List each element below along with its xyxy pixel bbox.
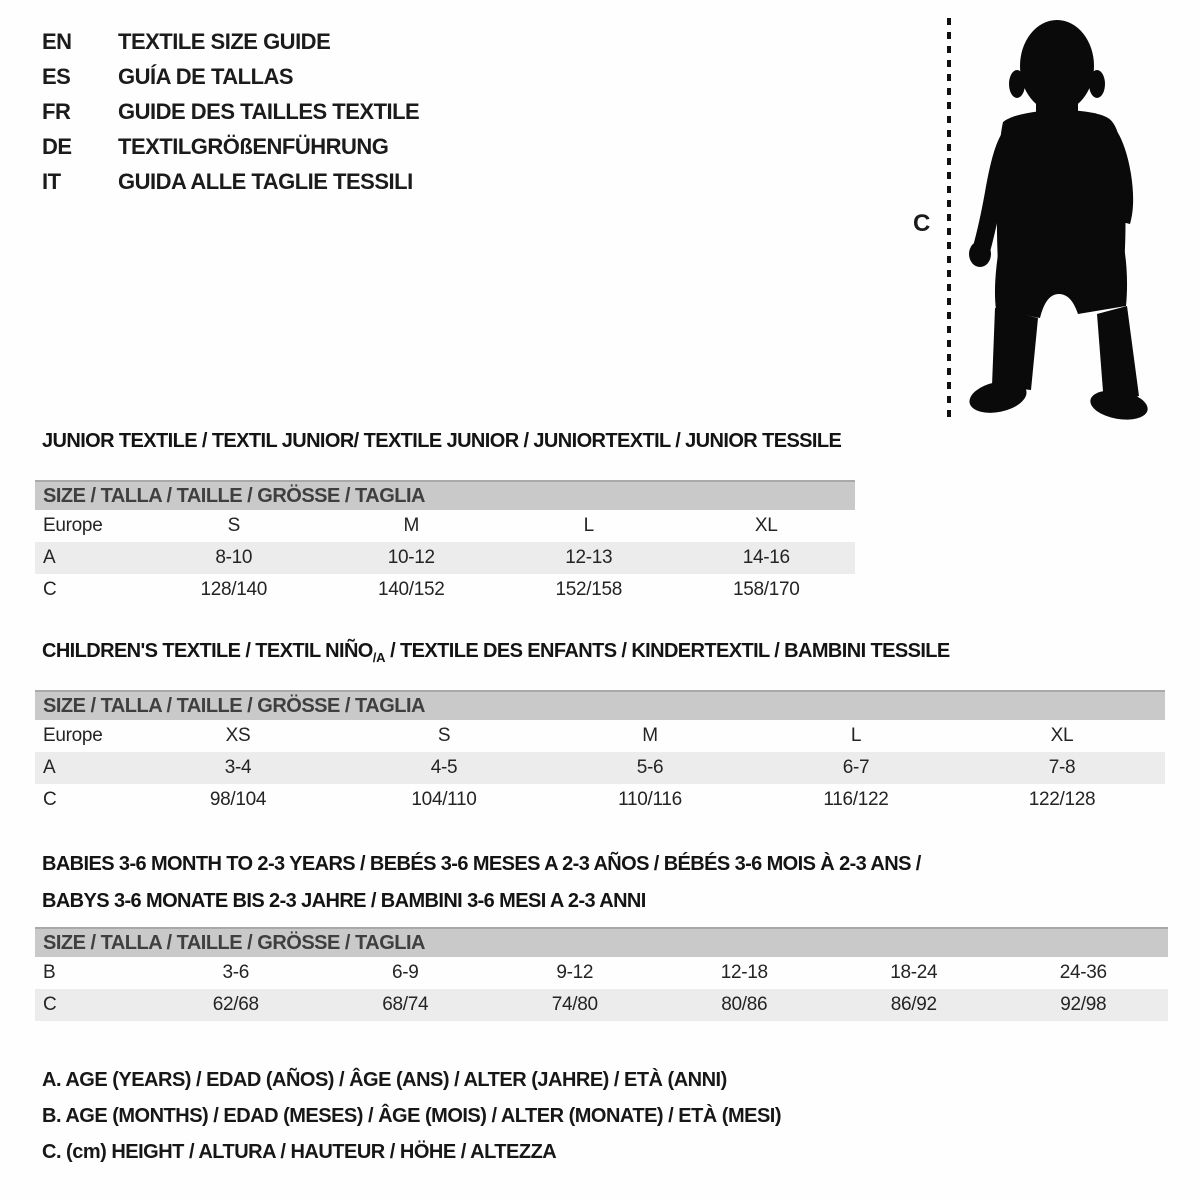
junior-size-table <box>35 480 855 606</box>
row-label: Europe <box>43 725 103 746</box>
language-code: DE <box>42 133 72 159</box>
table-row-age <box>35 542 855 574</box>
table-row-months <box>35 957 1168 989</box>
age-cell: 6-7 <box>842 757 870 778</box>
language-header <box>42 24 419 199</box>
age-cell: 8-10 <box>215 547 253 568</box>
title-line-2: BABYS 3-6 MONATE BIS 2-3 JAHRE / BAMBINI 3-6 MESI A 2-3 ANNI <box>42 890 646 912</box>
height-cell: 62/68 <box>212 994 259 1015</box>
title-text: CHILDREN'S TEXTILE / TEXTIL NIÑO <box>42 640 373 662</box>
months-cell: 6-9 <box>391 962 419 983</box>
note-height-cm: C. (cm) HEIGHT / ALTURA / HAUTEUR / HÖHE / ALTEZZA <box>42 1140 557 1163</box>
language-code: FR <box>42 98 71 124</box>
months-cell: 12-18 <box>720 962 768 983</box>
language-label: TEXTILE SIZE GUIDE <box>118 28 331 54</box>
size-cell: XS <box>225 725 251 746</box>
height-cell: 110/116 <box>618 789 682 810</box>
language-row-es <box>42 59 419 94</box>
table-row-height <box>35 784 1165 816</box>
language-row-en <box>42 24 419 59</box>
age-cell: 3-4 <box>224 757 252 778</box>
months-cell: 18-24 <box>890 962 938 983</box>
height-cell: 152/158 <box>555 579 623 600</box>
age-cell: 12-13 <box>565 547 613 568</box>
row-label: C <box>43 789 57 810</box>
language-code: IT <box>42 168 61 194</box>
size-cell: L <box>850 725 862 746</box>
height-cell: 104/110 <box>411 789 477 810</box>
months-cell: 9-12 <box>556 962 594 983</box>
title-text: / TEXTILE DES ENFANTS / KINDERTEXTIL / BAMBINI TESSILE <box>385 640 950 662</box>
note-age-years: A. AGE (YEARS) / EDAD (AÑOS) / ÂGE (ANS) / ALTER (JAHRE) / ETÀ (ANNI) <box>42 1068 727 1091</box>
height-cell: 98/104 <box>209 789 267 810</box>
title-line-1: BABIES 3-6 MONTH TO 2-3 YEARS / BEBÉS 3-6 MESES A 2-3 AÑOS / BÉBÉS 3-6 MOIS À 2-3 ANS / <box>42 853 921 875</box>
height-cell: 80/86 <box>721 994 768 1015</box>
height-cell: 128/140 <box>200 579 268 600</box>
height-cell: 68/74 <box>382 994 429 1015</box>
title-subscript: /A <box>372 650 386 665</box>
size-header-bar: SIZE / TALLA / TAILLE / GRÖSSE / TAGLIA <box>35 690 1165 720</box>
size-header-bar: SIZE / TALLA / TAILLE / GRÖSSE / TAGLIA <box>35 927 1168 957</box>
language-code: ES <box>42 63 71 89</box>
note-age-months: B. AGE (MONTHS) / EDAD (MESES) / ÂGE (MOIS) / ALTER (MONATE) / ETÀ (MESI) <box>42 1104 782 1127</box>
size-cell: XL <box>1050 725 1074 746</box>
legend-notes <box>42 1062 781 1170</box>
height-cell: 86/92 <box>890 994 937 1015</box>
height-cell: 140/152 <box>377 579 445 600</box>
size-cell: S <box>437 725 451 746</box>
language-code: EN <box>42 28 72 54</box>
children-size-table <box>35 690 1165 816</box>
table-row-height <box>35 989 1168 1021</box>
height-cell: 158/170 <box>732 579 800 600</box>
size-cell: M <box>642 725 658 746</box>
row-label: A <box>43 547 56 568</box>
table-row-age <box>35 752 1165 784</box>
toddler-silhouette-icon <box>968 14 1160 424</box>
language-row-it <box>42 164 419 199</box>
section-title-children <box>42 640 950 665</box>
row-label: C <box>43 579 57 600</box>
row-label: Europe <box>43 515 103 536</box>
table-row-europe <box>35 510 855 542</box>
height-measure-label: C <box>913 210 931 237</box>
size-cell: S <box>227 515 240 536</box>
language-label: TEXTILGRÖßENFÜHRUNG <box>118 133 389 159</box>
babies-size-table <box>35 927 1168 1021</box>
height-cell: 122/128 <box>1028 789 1096 810</box>
size-cell: L <box>583 515 594 536</box>
row-label: A <box>43 757 56 778</box>
age-cell: 5-6 <box>636 757 664 778</box>
height-cell: 92/98 <box>1060 994 1107 1015</box>
language-label: GUIDE DES TAILLES TEXTILE <box>118 98 420 124</box>
height-cell: 116/122 <box>823 789 889 810</box>
section-title-babies <box>42 846 921 920</box>
age-cell: 7-8 <box>1048 757 1076 778</box>
size-cell: M <box>403 515 420 536</box>
months-cell: 24-36 <box>1059 962 1107 983</box>
table-row-height <box>35 574 855 606</box>
size-header-bar: SIZE / TALLA / TAILLE / GRÖSSE / TAGLIA <box>35 480 855 510</box>
height-measure-line <box>947 18 951 418</box>
age-cell: 4-5 <box>430 757 458 778</box>
language-label: GUIDA ALLE TAGLIE TESSILI <box>118 168 413 194</box>
table-row-europe <box>35 720 1165 752</box>
months-cell: 3-6 <box>222 962 250 983</box>
age-cell: 10-12 <box>387 547 435 568</box>
language-row-fr <box>42 94 419 129</box>
size-cell: XL <box>754 515 778 536</box>
section-title-junior: JUNIOR TEXTILE / TEXTIL JUNIOR/ TEXTILE JUNIOR / JUNIORTEXTIL / JUNIOR TESSILE <box>42 430 842 452</box>
height-cell: 74/80 <box>551 994 598 1015</box>
age-cell: 14-16 <box>742 547 790 568</box>
row-label: C <box>43 994 57 1015</box>
language-label: GUÍA DE TALLAS <box>118 63 294 89</box>
language-row-de <box>42 129 419 164</box>
row-label: B <box>43 962 56 983</box>
